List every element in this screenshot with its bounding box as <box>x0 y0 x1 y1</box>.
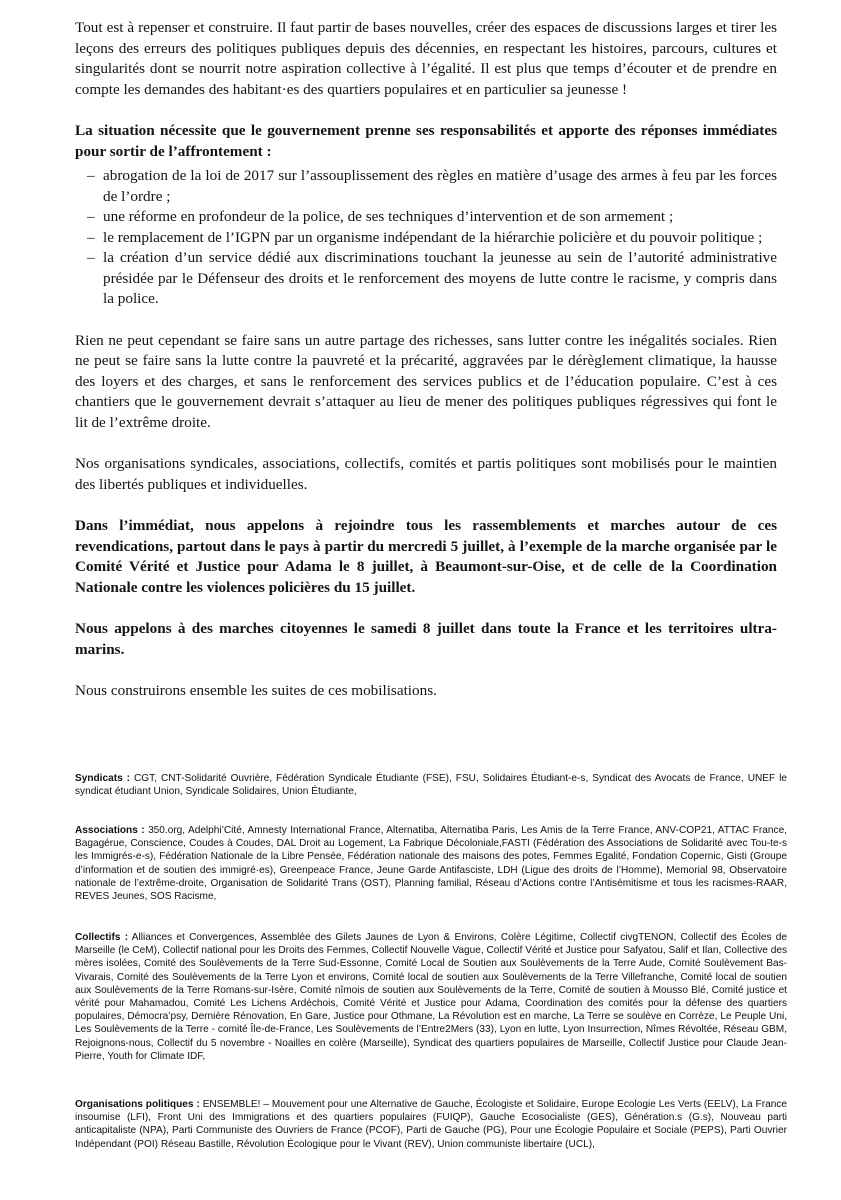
dash-bullet: – <box>87 228 95 246</box>
demand-item <box>75 248 777 310</box>
demand-text: la création d’un service dédié aux discriminations touchant la jeunesse au sein de l’autorité administrative présidée par le Défenseur des droits et le renforcement des moyens de lutte contre le racisme, y compris dans la police. <box>103 249 777 307</box>
signatories-associations <box>75 824 787 903</box>
signatories-label: Syndicats : <box>75 773 131 784</box>
demands-list <box>75 166 777 310</box>
signatories-label: Collectifs : <box>75 932 129 943</box>
signatories-label: Associations : <box>75 825 145 836</box>
signatories-list: 350.org, Adelphi’Cité, Amnesty International France, Alternatiba, Alternatiba Paris, Les Amis de la Terre France, ANV-COP21, ATTAC France, Bagagérue, Conscience, Coudes à Coudes, DAL Droit au Logement, La Fabrique Décoloniale,FASTI (Fédération des Associations de Solidarité avec Tou-te-s les Immigrés-e-s), Fédération Nationale de la Libre Pensée, Fédération nationale des maisons des potes, Femmes Egalité, Fondation Copernic, Gisti (Groupe d’information et de soutien des immigré·es), Greenpeace France, Jeune Garde Antifasciste, LDH (Ligue des droits de l’Homme), Memorial 98, Observatoire nationale de l’extrême-droite, Organisation de Solidarité Trans (OST), Planning familial, Réseau d’Actions contre l’Antisémitisme et tous les racismes-RAAR, REVES Jeunes, SOS Racisme, <box>75 825 787 903</box>
demand-item <box>75 166 777 207</box>
signatories-label: Organisations politiques : <box>75 1099 200 1110</box>
paragraph-partage-richesses: Rien ne peut cependant se faire sans un autre partage des richesses, sans lutter contre les inégalités sociales. Rien ne peut se faire sans la lutte contre la pauvreté et la précarité, aggravées par le dérèglement climatique, la hausse des loyers et des charges, et sans le renforcement des services publics et de l’éducation populaire. C’est à ces chantiers que le gouvernement devrait s’attaquer au lieu de mener des politiques publiques régressives qui font le lit de l’extrême droite. <box>75 331 777 431</box>
dash-bullet: – <box>87 249 95 266</box>
signatories-list: Alliances et Convergences, Assemblée des Gilets Jaunes de Lyon & Environs, Colère Légitime, Collectif civgTENON, Collectif des Écoles de Marseille (le CeM), Collectif national pour les Droits des Femmes, Collectif Nouvelle Vague, Collectif Vérité et Justice pour Safyatou, Salif et Ilan, Collective des mères isolées, Comité des Soulèvements de la Terre Sud-Essonne, Comité Local de Soutien aux Soulèvements de la Terre Aude, Comité Soulèvement Bas-Vivarais, Comité des Soulèvements de la Terre Lyon et environs, Comité local de soutien aux Soulèvements de la Terre Villefranche, Comité local de soutien aux Soulèvements de la Terre Romans-sur-Isère, Comité nîmois de soutien aux Soulèvements de la Terre, Comité de soutien à Mousso Blé, Comité justice et vérité pour Mahamadou, Comité Les Lichens Ardéchois, Comité Vérité et Justice pour Adama, Coordination des comités pour la défense des quartiers populaires, Démocra’psy, Dernière Rénovation, En Gare, Justice pour Othmane, La Révolution est en marche, La Terre se soulève en Corrèze, Le Peuple Uni, Les Soulèvements de la Terre - comité Île-de-France, Les Soulèvements de l’Entre2Mers (33), Lyon en lutte, Lyon Insurrection, Nîmes Révoltée, Réseau GBM, Rejoignons-nous, Collectif du 5 novembre - Noailles en colère (Marseille), Syndicat des quartiers populaires de Marseille, Collectif Justice pour Claude Jean-Pierre, Youth for Climate IDF, <box>75 932 787 1062</box>
signatories-collectifs <box>75 931 787 1063</box>
paragraph-repenser: Tout est à repenser et construire. Il faut partir de bases nouvelles, créer des espaces de discussions larges et tirer les leçons des erreurs des politiques publiques depuis des décennies, en respectant les histoires, parcours, cultures et singularités dont se nourrit notre aspiration collective à l’égalité. Il est plus que temps d’écouter et de prendre en compte les demandes des habitant·es des quartiers populaires et en particulier sa jeunesse ! <box>75 19 777 98</box>
signatories-list: CGT, CNT-Solidarité Ouvrière, Fédération Syndicale Étudiante (FSE), FSU, Solidaires Étudiant-e-s, Syndicat des Avocats de France, UNEF le syndicat étudiant Union, Syndicale Solidaires, Union Étudiante, <box>75 773 787 798</box>
paragraph-mobilises: Nos organisations syndicales, associations, collectifs, comités et partis politiques sont mobilisés pour le maintien des libertés publiques et individuelles. <box>75 455 777 493</box>
demand-item <box>75 228 777 249</box>
paragraph-appel-rassemblements: Dans l’immédiat, nous appelons à rejoindre tous les rassemblements et marches autour de ces revendications, partout dans le pays à partir du mercredi 5 juillet, à l’exemple de la marche organisée par le Comité Vérité et Justice pour Adama le 8 juillet, à Beaumont-sur-Oise, et de celle de la Coordination Nationale contre les violences policières du 15 juillet. <box>75 517 777 596</box>
signatories-syndicats <box>75 772 787 798</box>
demand-text: le remplacement de l’IGPN par un organisme indépendant de la hiérarchie policière et du pouvoir politique ; <box>103 228 763 246</box>
demand-text: une réforme en profondeur de la police, de ses techniques d’intervention et de son armement ; <box>103 208 674 225</box>
paragraph-gouvernement-heading: La situation nécessite que le gouvernement prenne ses responsabilités et apporte des réponses immédiates pour sortir de l’affrontement : <box>75 122 777 160</box>
demand-item <box>75 207 777 228</box>
paragraph-marches-citoyennes: Nous appelons à des marches citoyennes le samedi 8 juillet dans toute la France et les territoires ultra-marins. <box>75 620 777 658</box>
demand-text: abrogation de la loi de 2017 sur l’assouplissement des règles en matière d’usage des armes à feu par les forces de l’ordre ; <box>103 167 777 205</box>
main-text <box>75 18 777 702</box>
dash-bullet: – <box>87 167 95 184</box>
signatories-organisations <box>75 1098 787 1151</box>
signatories-list: ENSEMBLE! – Mouvement pour une Alternative de Gauche, Écologiste et Solidaire, Europe Ecologie Les Verts (EELV), La France insoumise (LFI), Front Uni des Immigrations et des quartiers populaires (FUIQP), Gauche Ecosocialiste (GES), Génération.s (G.s), Nouveau parti anticapitaliste (NPA), Parti Communiste des Ouvriers de France (PCOF), Parti de Gauche (PG), Pour une Écologie Populaire et Sociale (PEPS), Parti Ouvrier Indépendant (POI) Réseau Bastille, Révolution Écologique pour le Vivant (REV), Union communiste libertaire (UCL), <box>75 1099 787 1150</box>
paragraph-suites: Nous construirons ensemble les suites de ces mobilisations. <box>75 682 437 699</box>
dash-bullet: – <box>87 208 95 225</box>
